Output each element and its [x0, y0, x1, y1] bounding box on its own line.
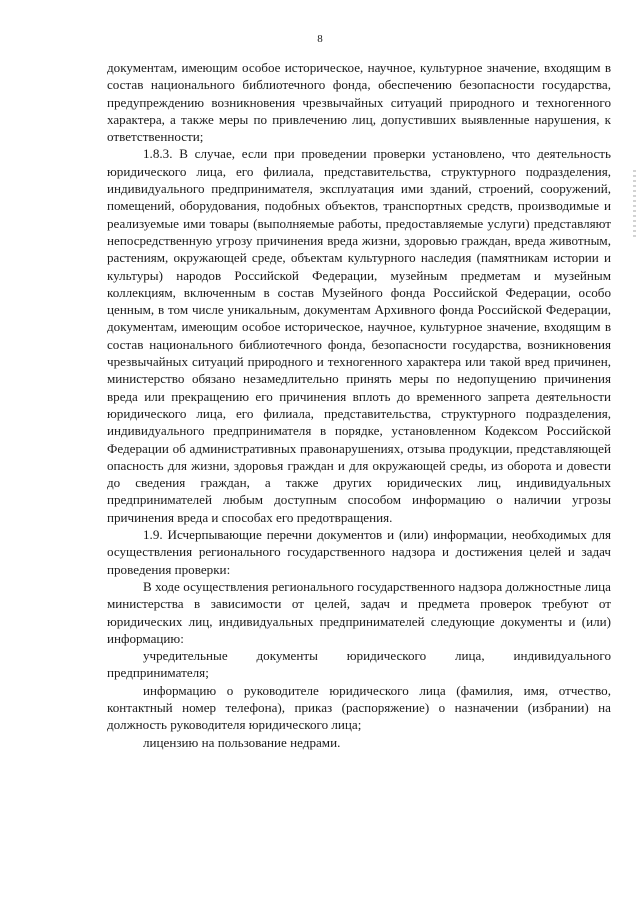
paragraph-1-8-3: 1.8.3. В случае, если при проведении проверки установлено, что деятельность юридического лица, его филиала, представительства, структурного подразделения, индивидуального предпринимателя, эксплуатация ими зданий, строений, сооружений, помещений, оборудования, подобных объектов, транспортных средств, производимые и реализуемые ими товары (выполняемые работы, предоставляемые услуги) представляют непосредственную угрозу причинения вреда жизни, здоровью граждан, вреда животным, растениям, окружающей среде, объектам культурного наследия (памятникам истории и культуры) народов Российской Федерации, музейным предметам и музейным коллекциям, включенным в состав Музейного фонда Российской Федерации, особо ценным, в том числе уникальным, документам Архивного фонда Российской Федерации, документам, имеющим особое историческое, научное, культурное значение, входящим в состав национального библиотечного фонда, безопасности государства, возникновения чрезвычайных ситуаций природного и техногенного характера или такой вред причинен, министерство обязано незамедлительно принять меры по недопущению причинения вреда или прекращению его причинения вплоть до временного запрета деятельности юридического лица, его филиала, представительства, структурного подразделения, индивидуального предпринимателя в порядке, установленном Кодексом Российской Федерации об административных правонарушениях, отзыва продукции, представляющей опасность для жизни, здоровья граждан и для окружающей среды, из оборота и довести до сведения граждан, а также других юридических лиц, индивидуальных предпринимателей любым доступным способом информацию о наличии угрозы причинения вреда и способах его предотвращения. — [107, 146, 611, 525]
scan-edge-mark — [633, 170, 636, 240]
paragraph-documents-request: В ходе осуществления регионального государственного надзора должностные лица министерства в зависимости от целей, задач и предмета проверок требуют от юридических лиц, индивидуальных предпринимателей следующие документы и (или) информацию: — [107, 578, 611, 646]
document-body — [107, 59, 611, 751]
list-item-subsoil-license: лицензию на пользование недрами. — [143, 734, 341, 750]
paragraph-continuation: документам, имеющим особое историческое, научное, культурное значение, входящим в состав национального библиотечного фонда, обеспечению безопасности государства, предупреждению возникновения чрезвычайных ситуаций природного и техногенного характера, а также меры по привлечению лиц, допустивших выявленные нарушения, к ответственности; — [107, 60, 611, 145]
page-number: 8 — [317, 33, 323, 45]
list-item-founding-documents: учредительные документы юридического лица, индивидуального предпринимателя; — [107, 648, 611, 681]
paragraph-1-9: 1.9. Исчерпывающие перечни документов и (или) информации, необходимых для осуществления регионального государственного надзора и достижения целей и задач проведения проверки: — [107, 527, 611, 577]
list-item-director-information: информацию о руководителе юридического лица (фамилия, имя, отчество, контактный номер телефона), приказ (распоряжение) о назначении (избрании) на должность руководителя юридического лица; — [107, 682, 611, 733]
